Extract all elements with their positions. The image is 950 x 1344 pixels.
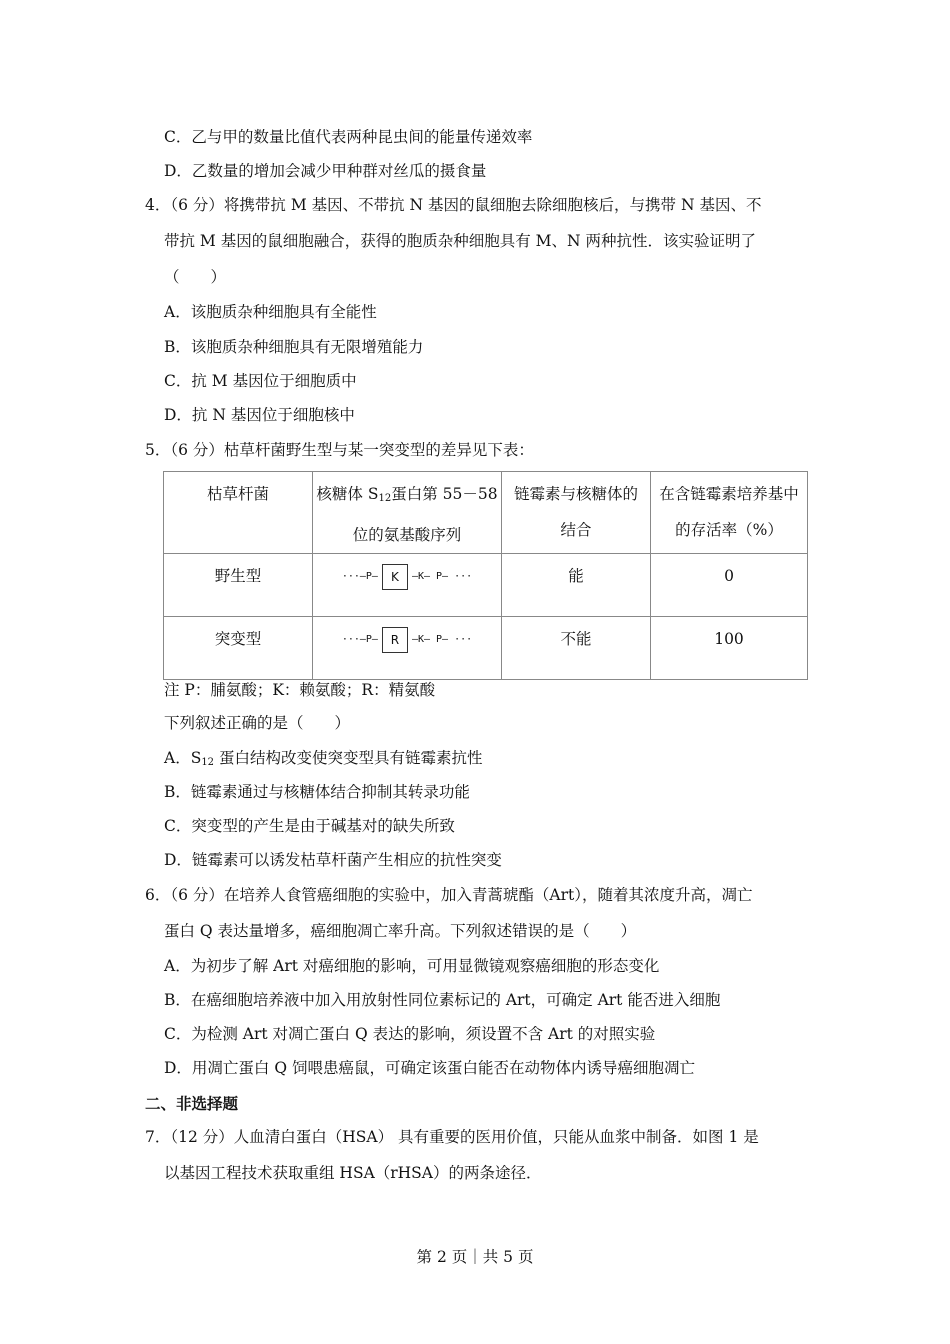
q5-option-b: B．链霉素通过与核糖体结合抑制其转录功能: [164, 783, 470, 801]
header-sequence-line1: [313, 476, 501, 517]
row-mutant-sequence: [313, 617, 502, 680]
row-wildtype-strain: [164, 554, 313, 617]
q6-stem-line1: 6．（6 分）在培养人食管癌细胞的实验中，加入青蒿琥酯（Art），随着其浓度升高，凋亡: [145, 886, 753, 904]
mutant-seq-left: ···—P—: [341, 634, 378, 645]
table-header-row: [164, 472, 808, 554]
header-survival: [651, 472, 808, 554]
row-mutant-survival: [651, 617, 808, 680]
wildtype-sequence-diagram: [313, 564, 501, 590]
q4-option-c: C．抗 M 基因位于细胞质中: [164, 372, 357, 390]
header-survival-line1: 在含链霉素培养基中: [659, 485, 799, 503]
row-wildtype-survival: [651, 554, 808, 617]
q7-stem-line1: 7．（12 分）人血清白蛋白（HSA） 具有重要的医用价值，只能从血浆中制备．如图 1 是: [145, 1128, 759, 1146]
wildtype-seq-right: —K— P— ···: [411, 571, 473, 582]
header-sequence-post: 蛋白第 55－58: [391, 485, 498, 503]
q3-option-c: C．乙与甲的数量比值代表两种昆虫间的能量传递效率: [164, 128, 533, 146]
q4-stem-line2: 带抗 M 基因的鼠细胞融合，获得的胞质杂种细胞具有 M、N 两种抗性．该实验证明了: [164, 232, 757, 250]
header-sequence-sub: 12: [378, 493, 392, 504]
row-wildtype-strain-text: 野生型: [214, 567, 262, 585]
q5-question: 下列叙述正确的是（ ）: [164, 714, 351, 732]
row-mutant-strain: [164, 617, 313, 680]
mutant-aa-box: R: [382, 627, 408, 653]
mutant-sequence-diagram: [313, 627, 501, 653]
table-row: [164, 554, 808, 617]
header-sequence: [313, 472, 502, 554]
q5-stem: 5．（6 分）枯草杆菌野生型与某一突变型的差异见下表：: [145, 441, 534, 459]
q4-stem-line3: （ ）: [164, 268, 227, 286]
q4-option-d: D．抗 N 基因位于细胞核中: [164, 406, 355, 424]
section-title: 二、非选择题: [145, 1094, 239, 1113]
mutant-seq-right: —K— P— ···: [411, 634, 473, 645]
row-mutant-survival-text: 100: [714, 630, 744, 648]
q6-stem-line2: 蛋白 Q 表达量增多，癌细胞凋亡率升高。下列叙述错误的是（ ）: [164, 922, 637, 940]
q5-note: 注 P：脯氨酸；K：赖氨酸；R：精氨酸: [164, 681, 436, 699]
q5-option-a-pre: A．S: [164, 749, 202, 767]
wildtype-aa-box: K: [382, 564, 408, 590]
header-binding-line1: 链霉素与核糖体的: [513, 485, 638, 503]
q5-comparison-table: [163, 471, 808, 680]
row-wildtype-binding: [502, 554, 651, 617]
row-mutant-binding-text: 不能: [560, 630, 592, 648]
wildtype-seq-left: ···—P—: [341, 571, 378, 582]
header-binding-line2: 结合: [560, 521, 592, 539]
q4-option-a: A．该胞质杂种细胞具有全能性: [164, 303, 377, 321]
q5-option-d: D．链霉素可以诱发枯草杆菌产生相应的抗性突变: [164, 851, 502, 869]
row-wildtype-sequence: [313, 554, 502, 617]
header-sequence-line2: 位的氨基酸序列: [352, 526, 462, 544]
row-wildtype-binding-text: 能: [568, 567, 584, 585]
q5-option-a: [164, 747, 482, 774]
q5-option-c: C．突变型的产生是由于碱基对的缺失所致: [164, 817, 455, 835]
q7-stem-line2: 以基因工程技术获取重组 HSA（rHSA）的两条途径．: [164, 1164, 542, 1182]
header-strain-text: 枯草杆菌: [206, 485, 269, 503]
table-row: [164, 617, 808, 680]
q4-stem-line1: 4．（6 分）将携带抗 M 基因、不带抗 N 基因的鼠细胞去除细胞核后，与携带 N 基因、不: [145, 196, 762, 214]
q4-option-b: B．该胞质杂种细胞具有无限增殖能力: [164, 338, 424, 356]
q3-option-d: D．乙数量的增加会减少甲种群对丝瓜的摄食量: [164, 162, 487, 180]
header-sequence-pre: 核糖体 S: [316, 485, 379, 503]
q5-option-a-sub: 12: [201, 757, 215, 768]
q6-option-b: B．在癌细胞培养液中加入用放射性同位素标记的 Art，可确定 Art 能否进入细胞: [164, 991, 721, 1009]
q5-option-a-post: 蛋白结构改变使突变型具有链霉素抗性: [214, 749, 483, 767]
header-binding: [502, 472, 651, 554]
row-wildtype-survival-text: 0: [724, 567, 734, 585]
q6-option-d: D．用凋亡蛋白 Q 饲喂患癌鼠，可确定该蛋白能否在动物体内诱导癌细胞凋亡: [164, 1059, 695, 1077]
page-footer: 第 2 页｜共 5 页: [416, 1248, 534, 1266]
row-mutant-binding: [502, 617, 651, 680]
row-mutant-strain-text: 突变型: [214, 630, 262, 648]
q6-option-a: A．为初步了解 Art 对癌细胞的影响，可用显微镜观察癌细胞的形态变化: [164, 957, 660, 975]
q6-option-c: C．为检测 Art 对凋亡蛋白 Q 表达的影响，须设置不含 Art 的对照实验: [164, 1025, 656, 1043]
header-strain: [164, 472, 313, 554]
header-survival-line2: 的存活率（%）: [675, 521, 783, 539]
